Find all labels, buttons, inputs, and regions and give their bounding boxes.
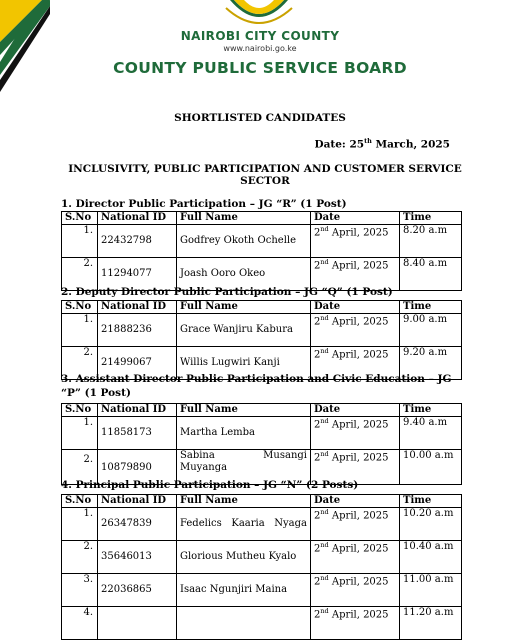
table-row	[62, 508, 462, 541]
county-crest-logo	[224, 0, 294, 26]
header-full-name: Full Name	[177, 301, 311, 314]
header-time: Time	[400, 404, 462, 417]
header-sno: S.No	[62, 495, 98, 508]
table-row	[62, 417, 462, 450]
cell-date: 2nd April, 2025	[311, 347, 400, 380]
header-national-id: National ID	[98, 212, 177, 225]
header-full-name: Full Name	[177, 404, 311, 417]
table-row	[62, 314, 462, 347]
cell-national-id: 11294077	[98, 258, 177, 291]
cell-sno: 2.	[62, 541, 98, 574]
header-national-id: National ID	[98, 301, 177, 314]
cell-time: 10.00 a.m	[400, 450, 462, 485]
header-date: Date	[311, 212, 400, 225]
cell-sno: 2.	[62, 258, 98, 291]
cell-full-name: Martha Lemba	[177, 417, 311, 450]
header-full-name: Full Name	[177, 212, 311, 225]
cell-sno: 1.	[62, 314, 98, 347]
county-name: NAIROBI CITY COUNTY	[180, 29, 340, 43]
cell-date: 2nd April, 2025	[311, 574, 400, 607]
cell-sno: 2.	[62, 347, 98, 380]
cell-national-id: 21499067	[98, 347, 177, 380]
table-row	[62, 574, 462, 607]
name-line: Muyanga	[180, 462, 228, 473]
table-row	[62, 541, 462, 574]
cell-sno: 3.	[62, 574, 98, 607]
cell-sno: 1.	[62, 508, 98, 541]
cell-full-name: Isaac Ngunjiri Maina	[177, 574, 311, 607]
table-row	[62, 607, 462, 640]
cell-time: 11.00 a.m	[400, 574, 462, 607]
cell-date: 2nd April, 2025	[311, 541, 400, 574]
cell-time: 10.40 a.m	[400, 541, 462, 574]
cell-full-name: Willis Lugwiri Kanji	[177, 347, 311, 380]
board-name: COUNTY PUBLIC SERVICE BOARD	[113, 59, 407, 77]
document-date: Date: 25th March, 2025	[314, 137, 450, 151]
cell-sno: 4.	[62, 607, 98, 640]
cell-full-name: Grace Wanjiru Kabura	[177, 314, 311, 347]
name-line: Sabina Musangi	[180, 450, 307, 461]
cell-date: 2nd April, 2025	[311, 450, 400, 485]
cell-date: 2nd April, 2025	[311, 258, 400, 291]
candidates-table	[61, 211, 462, 291]
candidates-table	[61, 300, 462, 380]
cell-full-name: Glorious Mutheu Kyalo	[177, 541, 311, 574]
cell-national-id: 26347839	[98, 508, 177, 541]
cell-sno: 2.	[62, 450, 98, 485]
cell-date: 2nd April, 2025	[311, 607, 400, 640]
header-sno: S.No	[62, 404, 98, 417]
cell-full-name: Joash Ooro Okeo	[177, 258, 311, 291]
cell-time: 11.20 a.m	[400, 607, 462, 640]
header-full-name: Full Name	[177, 495, 311, 508]
website-text: www.nairobi.go.ke	[223, 44, 297, 53]
header-time: Time	[400, 212, 462, 225]
cell-time: 10.20 a.m	[400, 508, 462, 541]
header-sno: S.No	[62, 301, 98, 314]
cell-date: 2nd April, 2025	[311, 417, 400, 450]
header-date: Date	[311, 404, 400, 417]
section-heading: 3. Assistant Director Public Participation and Civic Education – JG “P” (1 Post)	[61, 373, 452, 399]
header-time: Time	[400, 301, 462, 314]
header-time: Time	[400, 495, 462, 508]
document-title: SHORTLISTED CANDIDATES	[174, 112, 346, 124]
header-national-id: National ID	[98, 404, 177, 417]
cell-date: 2nd April, 2025	[311, 314, 400, 347]
cell-full-name: Godfrey Okoth Ochelle	[177, 225, 311, 258]
cell-national-id	[98, 607, 177, 640]
cell-date: 2nd April, 2025	[311, 225, 400, 258]
header-sno: S.No	[62, 212, 98, 225]
header-date: Date	[311, 301, 400, 314]
header-date: Date	[311, 495, 400, 508]
cell-full-name	[177, 607, 311, 640]
section-heading: 4. Principal Public Participation – JG “N” (2 Posts)	[61, 479, 359, 491]
cell-time: 8.20 a.m	[400, 225, 462, 258]
cell-national-id: 11858173	[98, 417, 177, 450]
cell-sno: 1.	[62, 417, 98, 450]
header-national-id: National ID	[98, 495, 177, 508]
section-heading: 2. Deputy Director Public Participation – JG “Q” (1 Post)	[61, 286, 393, 298]
cell-national-id: 21888236	[98, 314, 177, 347]
candidates-table	[61, 403, 462, 485]
cell-time: 9.00 a.m	[400, 314, 462, 347]
cell-time: 9.20 a.m	[400, 347, 462, 380]
cell-date: 2nd April, 2025	[311, 508, 400, 541]
cell-national-id: 22432798	[98, 225, 177, 258]
cell-national-id: 22036865	[98, 574, 177, 607]
section-heading: 1. Director Public Participation – JG “R” (1 Post)	[61, 198, 347, 210]
candidates-table	[61, 494, 462, 640]
cell-sno: 1.	[62, 225, 98, 258]
cell-national-id: 10879890	[98, 450, 177, 485]
cell-time: 9.40 a.m	[400, 417, 462, 450]
cell-national-id: 35646013	[98, 541, 177, 574]
sector-title: INCLUSIVITY, PUBLIC PARTICIPATION AND CUSTOMER SERVICE SECTOR	[68, 163, 462, 187]
cell-time: 8.40 a.m	[400, 258, 462, 291]
table-row	[62, 225, 462, 258]
cell-full-name: Fedelics Kaaria Nyaga	[177, 508, 311, 541]
